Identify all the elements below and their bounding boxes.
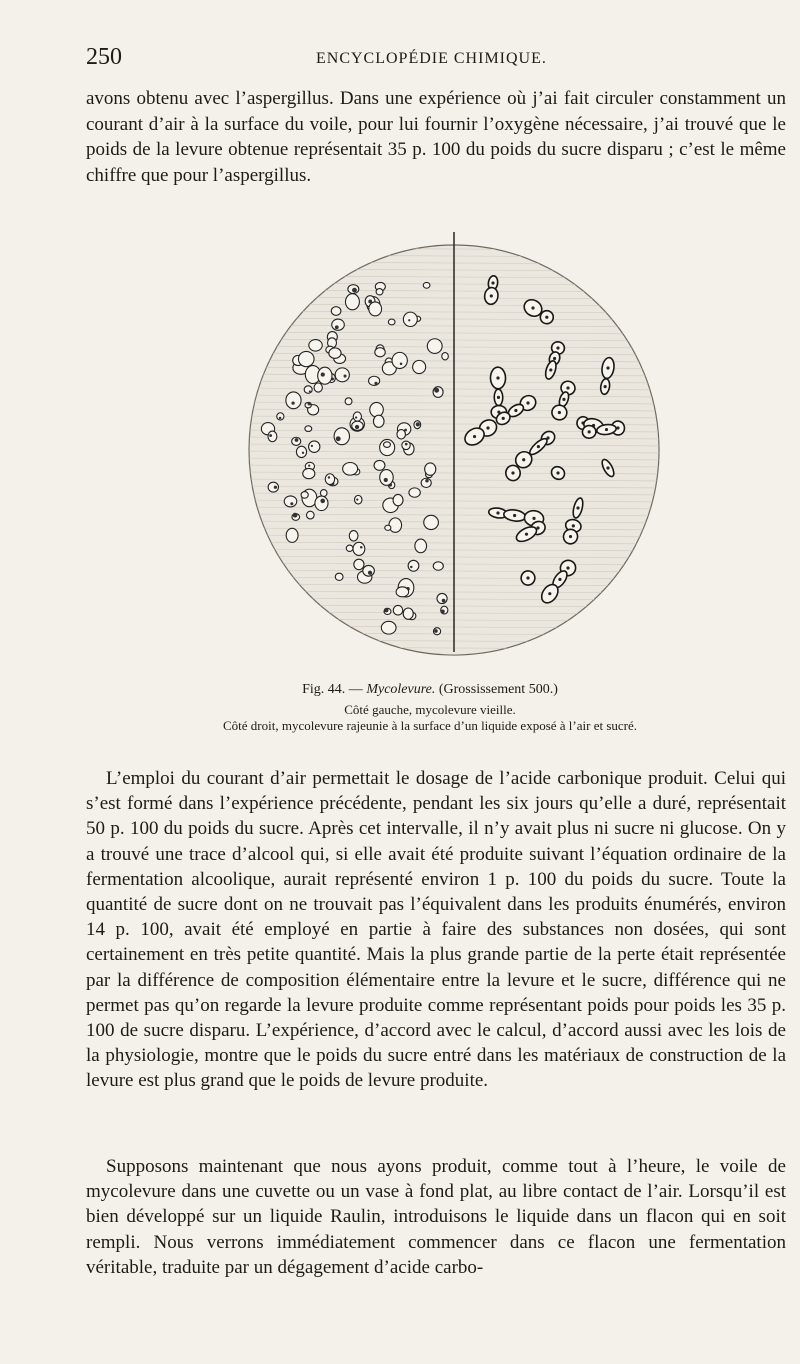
figure-label: Fig. 44. — — [302, 682, 363, 697]
yeast-cell-old — [369, 302, 382, 316]
cell-granule — [311, 445, 313, 447]
cell-nucleus — [545, 316, 548, 319]
cell-granule — [441, 609, 445, 613]
cell-nucleus — [556, 471, 559, 474]
cell-nucleus — [502, 417, 505, 420]
paragraph-2: L’emploi du courant d’air permettait le dosage de l’acide carbonique produit. Celui qui s’est formé dans l’expérience précédente, pendant les six jours qu’elle a duré, représentait 50 p. 100 du poids du sucre. Après cet intervalle, il n’y avait plus ni sucre ni glucose. On y a trouvé une trace d’alcool qui, si elle avait été produite suivant l’équation ordinaire de la fermentation alcoolique, aurait représenté environ 1 p. 100 du poids du sucre. Toute la quantité de sucre dont on ne trouvait pas l’équivalent dans les produits énumérés, environ 14 p. 100, avait été employé en partie à faire des substances non dosées, qui sont certainement en très petite quantité. Mais la plus grande partie de la perte était représentée par la différence de composition élémentaire entre la levure et le sucre, différence qui ne permet pas qu’on regarde la levure produite comme représentant poids pour poids les 35 p. 100 de sucre disparu. L’expérience, d’accord avec le calcul, d’accord aussi avec les lois de la physiologie, montre que le poids du sucre entré dans les matériaux de construction de la levure est plus grand que le poids de levure produite. — [86, 768, 786, 1092]
cell-granule — [356, 499, 358, 501]
cell-granule — [343, 375, 346, 378]
yeast-cell-old — [415, 539, 427, 553]
cell-granule — [408, 319, 410, 321]
cell-nucleus — [566, 386, 569, 389]
cell-nucleus — [558, 411, 561, 414]
cell-nucleus — [490, 294, 493, 297]
yeast-cell-old — [349, 531, 358, 541]
cell-nucleus — [588, 430, 591, 433]
yeast-cell-old — [305, 426, 312, 432]
yeast-cell-old — [423, 282, 430, 288]
paragraph-1: avons obtenu avec l’aspergillus. Dans une expérience où j’ai fait circuler constamment un courant d’air à la surface du voile, pour lui fournir l’oxygène nécessaire, j’ai trouvé que le poids de la levure obtenue représentait 35 p. 100 du poids du sucre disparu ; c’est le même chiffre que pour l’aspergillus. — [86, 88, 786, 186]
yeast-cell-old — [369, 376, 380, 385]
yeast-cell-old — [345, 398, 352, 405]
yeast-cell-old — [304, 386, 312, 393]
cell-granule — [434, 629, 438, 633]
yeast-cell-old — [284, 496, 297, 507]
cell-nucleus — [549, 368, 552, 371]
yeast-cell-old — [413, 360, 426, 373]
cell-nucleus — [532, 517, 535, 520]
yeast-cell-old — [396, 587, 409, 597]
yeast-cell-old — [309, 340, 322, 351]
cell-nucleus — [513, 514, 516, 517]
cell-nucleus — [537, 445, 540, 448]
yeast-cell-old — [315, 496, 328, 511]
yeast-cell-old — [335, 368, 349, 382]
figure-caption-left: Côté gauche, mycolevure vieille. — [344, 702, 516, 717]
figure-caption-title — [100, 682, 760, 698]
yeast-cell-old — [346, 545, 353, 551]
yeast-cell-old — [384, 442, 391, 448]
yeast-cell-old — [409, 488, 420, 497]
yeast-cell-old — [393, 494, 403, 505]
cell-nucleus — [562, 398, 565, 401]
cell-nucleus — [526, 576, 529, 579]
yeast-cell-old — [427, 339, 442, 354]
yeast-cell-old — [389, 518, 402, 532]
cell-nucleus — [566, 566, 569, 569]
microscope-illustration — [228, 228, 680, 676]
cell-nucleus — [473, 435, 476, 438]
yeast-cell-old — [354, 559, 364, 569]
cell-granule — [328, 476, 330, 478]
cell-nucleus — [606, 466, 609, 469]
cell-granule — [384, 608, 389, 613]
yeast-cell-old — [309, 441, 320, 452]
cell-granule — [355, 425, 359, 429]
cell-granule — [355, 416, 357, 418]
cell-nucleus — [526, 401, 529, 404]
yeast-cell-old — [370, 402, 384, 416]
page-number: 250 — [86, 44, 122, 70]
cell-nucleus — [531, 306, 534, 309]
yeast-cell-old — [380, 470, 394, 486]
yeast-cell-old — [318, 367, 332, 384]
yeast-cell-old — [424, 515, 439, 529]
yeast-cell-old — [363, 565, 375, 576]
cell-granule — [434, 388, 439, 393]
mycolevure-figure — [228, 228, 680, 676]
yeast-cell-old — [433, 562, 443, 570]
cell-nucleus — [514, 409, 517, 412]
yeast-cell-old — [314, 383, 322, 392]
yeast-cell-old — [301, 492, 308, 499]
figure-title: Mycolevure. — [366, 682, 436, 697]
yeast-cell-old — [303, 468, 315, 478]
cell-nucleus — [553, 357, 556, 360]
cell-granule — [368, 571, 372, 575]
yeast-cell-old — [375, 348, 385, 357]
cell-nucleus — [491, 281, 494, 284]
cell-granule — [293, 513, 298, 518]
yeast-cell-old — [331, 307, 341, 316]
yeast-cell-old — [268, 431, 277, 442]
yeast-cell-old — [392, 352, 407, 368]
cell-granule — [442, 599, 446, 603]
cell-nucleus — [605, 428, 608, 431]
cell-granule — [410, 566, 412, 568]
yeast-cell-old — [393, 605, 402, 615]
cell-nucleus — [569, 535, 572, 538]
yeast-cell-old — [437, 593, 447, 603]
yeast-cell-old — [345, 294, 359, 310]
cell-granule — [336, 436, 341, 441]
yeast-cell-old — [408, 560, 419, 571]
figure-caption-right: Côté droit, mycolevure rajeunie à la surface d’un liquide exposé à l’air et sucré. — [222, 718, 638, 733]
cell-nucleus — [497, 396, 500, 399]
cell-nucleus — [522, 458, 525, 461]
yeast-cell-old — [425, 463, 436, 475]
cell-nucleus — [511, 471, 514, 474]
cell-granule — [360, 546, 363, 549]
cell-granule — [274, 486, 277, 489]
yeast-cell-old — [442, 353, 449, 360]
cell-nucleus — [576, 506, 579, 509]
yeast-cell-old — [320, 490, 327, 497]
cell-granule — [384, 478, 388, 482]
yeast-cell-old — [397, 430, 406, 439]
yeast-cell-old — [385, 525, 391, 530]
cell-granule — [321, 373, 325, 377]
cell-nucleus — [558, 578, 561, 581]
cell-nucleus — [496, 511, 499, 514]
running-title: ENCYCLOPÉDIE CHIMIQUE. — [316, 50, 547, 67]
yeast-cell-old — [343, 462, 358, 475]
yeast-cell-old — [325, 474, 334, 485]
cell-nucleus — [525, 533, 528, 536]
yeast-cell-old — [374, 460, 385, 470]
cell-granule — [416, 422, 420, 426]
cell-granule — [308, 465, 310, 467]
cell-granule — [291, 401, 294, 404]
cell-nucleus — [604, 385, 607, 388]
page-header — [86, 44, 786, 74]
yeast-cell-old — [373, 415, 384, 427]
yeast-cell-old — [381, 621, 396, 634]
yeast-cell-old — [353, 542, 365, 555]
yeast-cell-old — [298, 351, 314, 366]
cell-granule — [279, 417, 282, 420]
yeast-cell-old — [335, 573, 343, 580]
yeast-cell-old — [296, 446, 306, 457]
cell-granule — [405, 443, 408, 446]
cell-nucleus — [548, 592, 551, 595]
cell-nucleus — [496, 376, 499, 379]
yeast-cell-old — [353, 412, 361, 421]
cell-granule — [307, 402, 311, 406]
cell-granule — [295, 438, 299, 442]
yeast-cell-old — [403, 608, 413, 619]
cell-granule — [302, 452, 304, 454]
cell-granule — [400, 362, 403, 365]
yeast-cell-old — [376, 289, 383, 295]
cell-nucleus — [606, 366, 609, 369]
yeast-cell-old — [307, 511, 315, 519]
yeast-cell-old — [334, 428, 349, 445]
cell-granule — [309, 390, 311, 392]
figure-magnification: (Grossissement 500.) — [438, 682, 558, 697]
cell-granule — [320, 499, 325, 504]
cell-nucleus — [556, 346, 559, 349]
cell-granule — [290, 502, 293, 505]
yeast-cell-old — [388, 319, 395, 325]
cell-nucleus — [486, 426, 489, 429]
yeast-cell-old — [286, 392, 301, 409]
cell-granule — [374, 382, 377, 385]
cell-granule — [352, 288, 357, 293]
yeast-cell-old — [329, 348, 341, 358]
paragraph-3: Supposons maintenant que nous ayons produit, comme tout à l’heure, le voile de mycolevure dans une cuvette ou un vase à fond plat, au libre contact de l’air. Lorsqu’il est bien développé sur un liquide Raulin, introduisons le liquide dans un flacon qui en soit rempli. Nous verrons immédiatement commencer dans ce flacon une fermentation véritable, traduite par un dégagement d’acide carbo- — [86, 1156, 786, 1278]
cell-granule — [425, 479, 428, 482]
cell-granule — [269, 434, 272, 437]
cell-nucleus — [572, 524, 575, 527]
yeast-cell-old — [286, 528, 298, 542]
yeast-cell-old — [403, 312, 417, 326]
cell-granule — [335, 325, 339, 329]
